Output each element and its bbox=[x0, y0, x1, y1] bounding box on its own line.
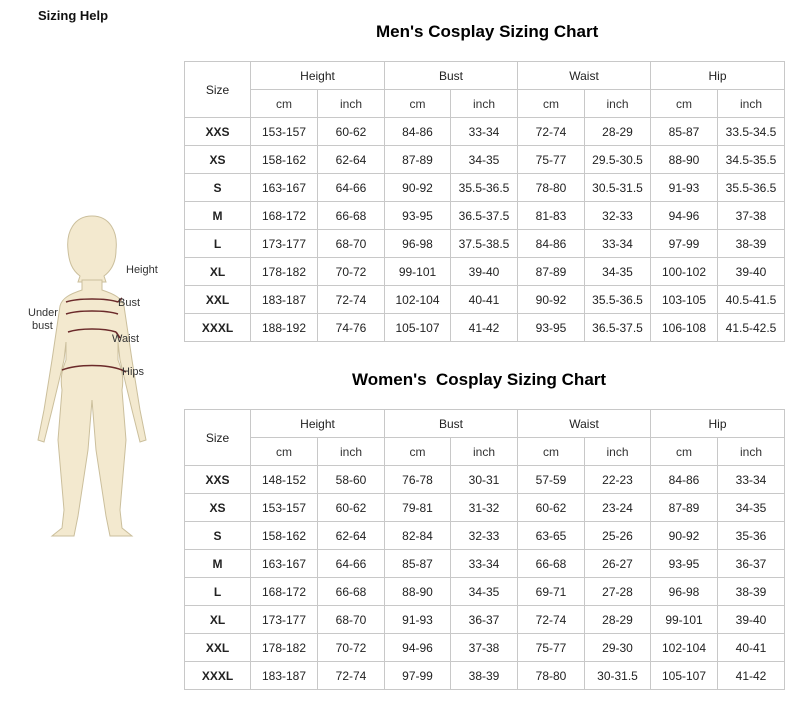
value-cell: 40-41 bbox=[451, 286, 518, 314]
value-cell: 94-96 bbox=[651, 202, 718, 230]
unit-cell: cm bbox=[518, 90, 585, 118]
value-cell: 102-104 bbox=[651, 634, 718, 662]
value-cell: 69-71 bbox=[518, 578, 585, 606]
value-cell: 158-162 bbox=[251, 146, 318, 174]
value-cell: 70-72 bbox=[318, 258, 385, 286]
unit-cell: cm bbox=[251, 90, 318, 118]
men-size-table bbox=[184, 61, 785, 342]
table-header-row bbox=[185, 410, 785, 438]
value-cell: 38-39 bbox=[451, 662, 518, 690]
value-cell: 39-40 bbox=[451, 258, 518, 286]
value-cell: 87-89 bbox=[651, 494, 718, 522]
unit-cell: inch bbox=[318, 90, 385, 118]
value-cell: 41-42 bbox=[718, 662, 785, 690]
women-size-table bbox=[184, 409, 785, 690]
table-row bbox=[185, 550, 785, 578]
value-cell: 178-182 bbox=[251, 634, 318, 662]
size-cell: XXXL bbox=[185, 314, 251, 342]
value-cell: 78-80 bbox=[518, 174, 585, 202]
value-cell: 33.5-34.5 bbox=[718, 118, 785, 146]
table-row bbox=[185, 578, 785, 606]
value-cell: 33-34 bbox=[585, 230, 651, 258]
height-header: Height bbox=[251, 410, 385, 438]
height-label: Height bbox=[126, 264, 158, 276]
value-cell: 183-187 bbox=[251, 662, 318, 690]
unit-cell: cm bbox=[385, 90, 451, 118]
value-cell: 81-83 bbox=[518, 202, 585, 230]
table-row bbox=[185, 118, 785, 146]
unit-cell: cm bbox=[385, 438, 451, 466]
value-cell: 62-64 bbox=[318, 146, 385, 174]
value-cell: 85-87 bbox=[651, 118, 718, 146]
female-silhouette-icon bbox=[22, 210, 182, 550]
value-cell: 173-177 bbox=[251, 230, 318, 258]
value-cell: 158-162 bbox=[251, 522, 318, 550]
size-cell: L bbox=[185, 230, 251, 258]
value-cell: 23-24 bbox=[585, 494, 651, 522]
value-cell: 85-87 bbox=[385, 550, 451, 578]
table-row bbox=[185, 494, 785, 522]
value-cell: 41-42 bbox=[451, 314, 518, 342]
value-cell: 30.5-31.5 bbox=[585, 174, 651, 202]
value-cell: 41.5-42.5 bbox=[718, 314, 785, 342]
value-cell: 163-167 bbox=[251, 550, 318, 578]
value-cell: 60-62 bbox=[318, 494, 385, 522]
size-cell: L bbox=[185, 578, 251, 606]
value-cell: 88-90 bbox=[651, 146, 718, 174]
value-cell: 90-92 bbox=[385, 174, 451, 202]
value-cell: 33-34 bbox=[451, 118, 518, 146]
table-row bbox=[185, 202, 785, 230]
value-cell: 99-101 bbox=[385, 258, 451, 286]
unit-cell: cm bbox=[651, 90, 718, 118]
table-row bbox=[185, 466, 785, 494]
table-row bbox=[185, 174, 785, 202]
table-row bbox=[185, 606, 785, 634]
value-cell: 102-104 bbox=[385, 286, 451, 314]
value-cell: 29-30 bbox=[585, 634, 651, 662]
unit-cell: inch bbox=[451, 90, 518, 118]
value-cell: 64-66 bbox=[318, 550, 385, 578]
body-measurement-figure bbox=[22, 210, 182, 550]
value-cell: 37.5-38.5 bbox=[451, 230, 518, 258]
value-cell: 58-60 bbox=[318, 466, 385, 494]
value-cell: 33-34 bbox=[451, 550, 518, 578]
value-cell: 106-108 bbox=[651, 314, 718, 342]
value-cell: 75-77 bbox=[518, 634, 585, 662]
value-cell: 38-39 bbox=[718, 578, 785, 606]
value-cell: 173-177 bbox=[251, 606, 318, 634]
unit-cell: inch bbox=[318, 438, 385, 466]
value-cell: 188-192 bbox=[251, 314, 318, 342]
value-cell: 35.5-36.5 bbox=[451, 174, 518, 202]
value-cell: 68-70 bbox=[318, 230, 385, 258]
value-cell: 28-29 bbox=[585, 606, 651, 634]
value-cell: 66-68 bbox=[318, 202, 385, 230]
unit-cell: inch bbox=[585, 438, 651, 466]
value-cell: 34.5-35.5 bbox=[718, 146, 785, 174]
value-cell: 39-40 bbox=[718, 258, 785, 286]
value-cell: 36-37 bbox=[718, 550, 785, 578]
value-cell: 90-92 bbox=[651, 522, 718, 550]
bust-label: Bust bbox=[118, 297, 141, 309]
value-cell: 84-86 bbox=[518, 230, 585, 258]
women-table-body bbox=[185, 466, 785, 690]
value-cell: 35.5-36.5 bbox=[718, 174, 785, 202]
value-cell: 100-102 bbox=[651, 258, 718, 286]
value-cell: 93-95 bbox=[385, 202, 451, 230]
value-cell: 63-65 bbox=[518, 522, 585, 550]
unit-cell: inch bbox=[585, 90, 651, 118]
value-cell: 168-172 bbox=[251, 202, 318, 230]
value-cell: 33-34 bbox=[718, 466, 785, 494]
value-cell: 28-29 bbox=[585, 118, 651, 146]
value-cell: 96-98 bbox=[651, 578, 718, 606]
value-cell: 34-35 bbox=[451, 578, 518, 606]
value-cell: 27-28 bbox=[585, 578, 651, 606]
waist-label: Waist bbox=[112, 333, 140, 345]
table-row bbox=[185, 634, 785, 662]
value-cell: 153-157 bbox=[251, 494, 318, 522]
waist-header: Waist bbox=[518, 62, 651, 90]
size-cell: S bbox=[185, 174, 251, 202]
value-cell: 30-31.5 bbox=[585, 662, 651, 690]
table-row bbox=[185, 286, 785, 314]
value-cell: 78-80 bbox=[518, 662, 585, 690]
value-cell: 38-39 bbox=[718, 230, 785, 258]
value-cell: 72-74 bbox=[518, 118, 585, 146]
unit-cell: inch bbox=[718, 90, 785, 118]
table-row bbox=[185, 662, 785, 690]
value-cell: 93-95 bbox=[651, 550, 718, 578]
value-cell: 168-172 bbox=[251, 578, 318, 606]
value-cell: 60-62 bbox=[318, 118, 385, 146]
value-cell: 40-41 bbox=[718, 634, 785, 662]
bust-header: Bust bbox=[385, 410, 518, 438]
value-cell: 91-93 bbox=[385, 606, 451, 634]
value-cell: 103-105 bbox=[651, 286, 718, 314]
value-cell: 153-157 bbox=[251, 118, 318, 146]
value-cell: 60-62 bbox=[518, 494, 585, 522]
value-cell: 87-89 bbox=[518, 258, 585, 286]
under-label: Under bbox=[28, 307, 58, 319]
value-cell: 79-81 bbox=[385, 494, 451, 522]
waist-header: Waist bbox=[518, 410, 651, 438]
unit-row bbox=[185, 90, 785, 118]
size-cell: M bbox=[185, 550, 251, 578]
sizing-help-title: Sizing Help bbox=[38, 8, 109, 23]
men-chart-title: Men's Cosplay Sizing Chart bbox=[376, 22, 599, 41]
value-cell: 105-107 bbox=[385, 314, 451, 342]
under-bust-label: bust bbox=[32, 320, 53, 332]
value-cell: 163-167 bbox=[251, 174, 318, 202]
value-cell: 90-92 bbox=[518, 286, 585, 314]
value-cell: 66-68 bbox=[518, 550, 585, 578]
table-row bbox=[185, 314, 785, 342]
value-cell: 36-37 bbox=[451, 606, 518, 634]
size-cell: XXL bbox=[185, 634, 251, 662]
size-cell: S bbox=[185, 522, 251, 550]
size-header: Size bbox=[185, 62, 251, 118]
size-cell: XL bbox=[185, 606, 251, 634]
value-cell: 72-74 bbox=[318, 662, 385, 690]
value-cell: 178-182 bbox=[251, 258, 318, 286]
value-cell: 76-78 bbox=[385, 466, 451, 494]
size-cell: XXXL bbox=[185, 662, 251, 690]
size-cell: XXS bbox=[185, 118, 251, 146]
value-cell: 40.5-41.5 bbox=[718, 286, 785, 314]
unit-row bbox=[185, 438, 785, 466]
value-cell: 37-38 bbox=[718, 202, 785, 230]
size-cell: XXL bbox=[185, 286, 251, 314]
value-cell: 34-35 bbox=[585, 258, 651, 286]
size-header: Size bbox=[185, 410, 251, 466]
value-cell: 26-27 bbox=[585, 550, 651, 578]
unit-cell: inch bbox=[718, 438, 785, 466]
unit-cell: cm bbox=[518, 438, 585, 466]
size-cell: XS bbox=[185, 146, 251, 174]
value-cell: 39-40 bbox=[718, 606, 785, 634]
value-cell: 35.5-36.5 bbox=[585, 286, 651, 314]
table-row bbox=[185, 230, 785, 258]
men-table-body bbox=[185, 118, 785, 342]
value-cell: 32-33 bbox=[585, 202, 651, 230]
value-cell: 64-66 bbox=[318, 174, 385, 202]
hip-header: Hip bbox=[651, 410, 785, 438]
table-row bbox=[185, 146, 785, 174]
value-cell: 36.5-37.5 bbox=[451, 202, 518, 230]
value-cell: 31-32 bbox=[451, 494, 518, 522]
value-cell: 30-31 bbox=[451, 466, 518, 494]
size-cell: XL bbox=[185, 258, 251, 286]
value-cell: 93-95 bbox=[518, 314, 585, 342]
value-cell: 87-89 bbox=[385, 146, 451, 174]
value-cell: 68-70 bbox=[318, 606, 385, 634]
height-header: Height bbox=[251, 62, 385, 90]
value-cell: 84-86 bbox=[651, 466, 718, 494]
women-chart-title: Women's Cosplay Sizing Chart bbox=[352, 370, 607, 389]
value-cell: 34-35 bbox=[718, 494, 785, 522]
value-cell: 36.5-37.5 bbox=[585, 314, 651, 342]
value-cell: 84-86 bbox=[385, 118, 451, 146]
hips-label: Hips bbox=[122, 366, 145, 378]
value-cell: 66-68 bbox=[318, 578, 385, 606]
bust-header: Bust bbox=[385, 62, 518, 90]
value-cell: 70-72 bbox=[318, 634, 385, 662]
value-cell: 34-35 bbox=[451, 146, 518, 174]
value-cell: 22-23 bbox=[585, 466, 651, 494]
value-cell: 25-26 bbox=[585, 522, 651, 550]
unit-cell: cm bbox=[651, 438, 718, 466]
value-cell: 72-74 bbox=[318, 286, 385, 314]
value-cell: 94-96 bbox=[385, 634, 451, 662]
value-cell: 99-101 bbox=[651, 606, 718, 634]
value-cell: 96-98 bbox=[385, 230, 451, 258]
table-row bbox=[185, 258, 785, 286]
value-cell: 62-64 bbox=[318, 522, 385, 550]
value-cell: 97-99 bbox=[385, 662, 451, 690]
table-header-row bbox=[185, 62, 785, 90]
value-cell: 82-84 bbox=[385, 522, 451, 550]
unit-cell: inch bbox=[451, 438, 518, 466]
value-cell: 32-33 bbox=[451, 522, 518, 550]
value-cell: 72-74 bbox=[518, 606, 585, 634]
value-cell: 29.5-30.5 bbox=[585, 146, 651, 174]
value-cell: 88-90 bbox=[385, 578, 451, 606]
value-cell: 57-59 bbox=[518, 466, 585, 494]
value-cell: 91-93 bbox=[651, 174, 718, 202]
value-cell: 97-99 bbox=[651, 230, 718, 258]
value-cell: 105-107 bbox=[651, 662, 718, 690]
value-cell: 75-77 bbox=[518, 146, 585, 174]
size-cell: M bbox=[185, 202, 251, 230]
table-row bbox=[185, 522, 785, 550]
value-cell: 74-76 bbox=[318, 314, 385, 342]
hip-header: Hip bbox=[651, 62, 785, 90]
size-cell: XXS bbox=[185, 466, 251, 494]
size-cell: XS bbox=[185, 494, 251, 522]
value-cell: 37-38 bbox=[451, 634, 518, 662]
value-cell: 148-152 bbox=[251, 466, 318, 494]
value-cell: 183-187 bbox=[251, 286, 318, 314]
value-cell: 35-36 bbox=[718, 522, 785, 550]
unit-cell: cm bbox=[251, 438, 318, 466]
